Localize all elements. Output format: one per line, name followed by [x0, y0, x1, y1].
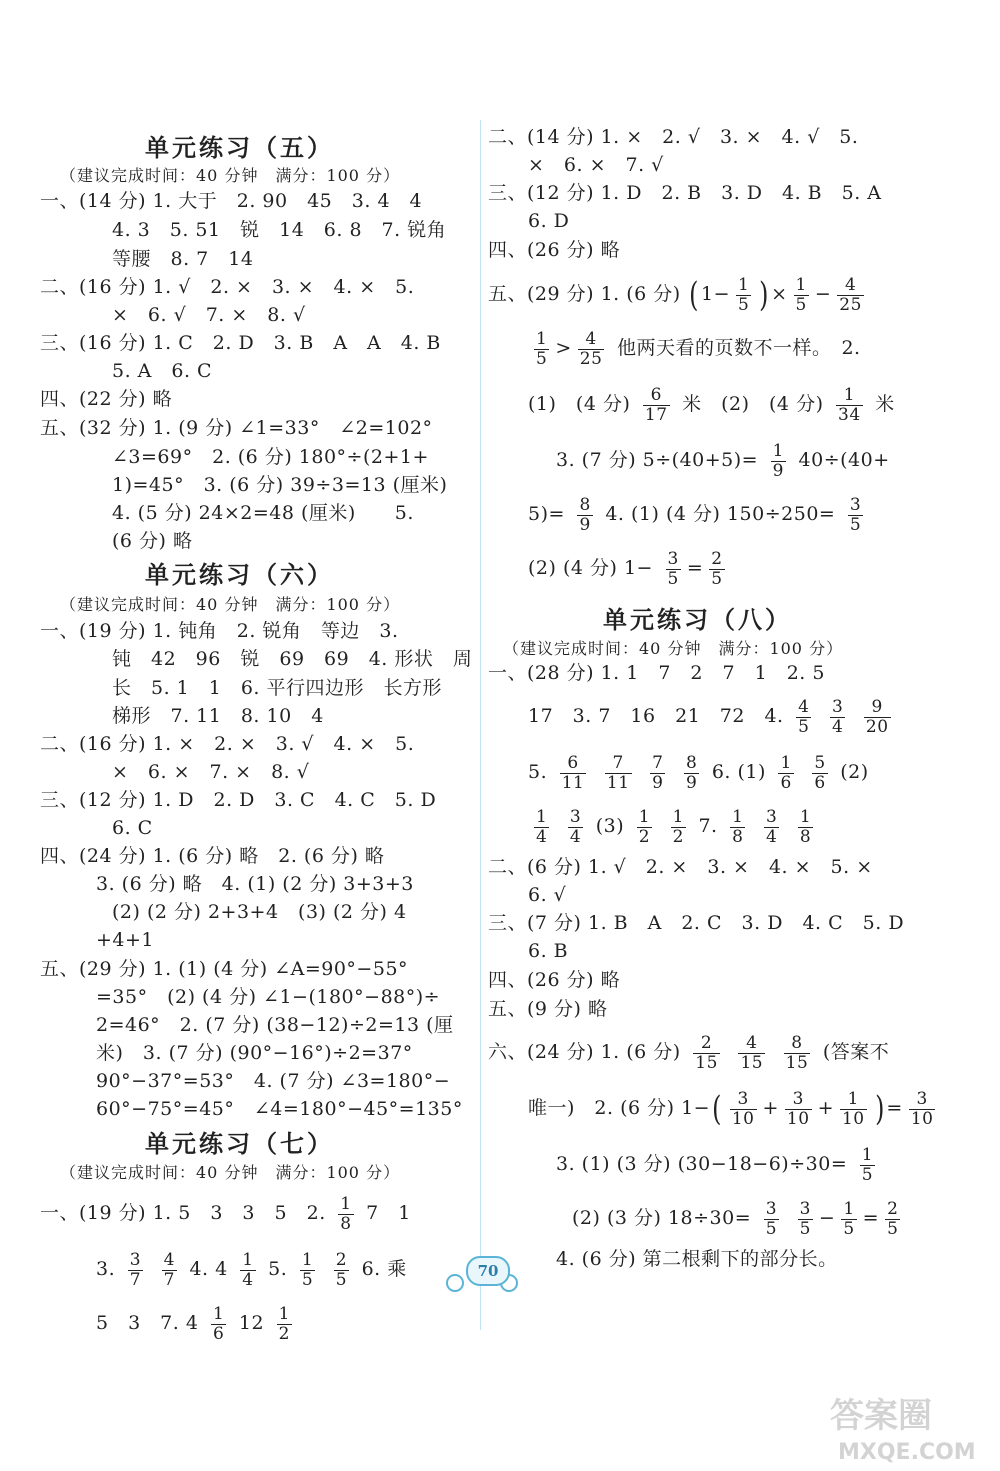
unit7-cont-line: 四、(26 分) 略: [488, 239, 621, 261]
unit6-line: =35° (2) (4 分) ∠1−(180°−88°)÷: [96, 986, 441, 1008]
numerator: 4: [738, 1034, 765, 1054]
unit5-line: × 6. √ 7. × 8. √: [112, 304, 306, 326]
numerator: 4: [837, 276, 864, 296]
fraction: [784, 1034, 811, 1072]
text: 40÷(40+: [798, 449, 890, 471]
denominator: 11: [606, 772, 630, 793]
numerator: 4: [578, 330, 605, 350]
denominator: 5: [536, 348, 548, 369]
numerator: 5: [814, 752, 826, 773]
denominator: 15: [785, 1052, 809, 1073]
denominator: 6: [814, 772, 826, 793]
unit8-subtitle: （建议完成时间：40 分钟 满分：100 分）: [503, 639, 844, 658]
numerator: 3: [765, 1198, 778, 1219]
fraction: [885, 1200, 900, 1238]
denominator: 6: [780, 772, 792, 793]
fraction: [240, 1251, 255, 1289]
denominator: 5: [301, 1269, 314, 1290]
unit6-line: 60°−75°=45° ∠4=180°−45°=135°: [96, 1098, 463, 1120]
fraction: [864, 698, 891, 736]
right-paren: ): [759, 275, 770, 315]
text: 他两天看的页数不一样。 2.: [616, 337, 861, 359]
fraction: [830, 698, 845, 736]
fraction: [798, 1200, 813, 1238]
text: 六、(24 分) 1. (6 分): [488, 1041, 681, 1063]
fraction: [812, 754, 827, 792]
unit8-line: 四、(26 分) 略: [488, 969, 621, 991]
denominator: 15: [740, 1052, 764, 1073]
unit5-line: (6 分) 略: [112, 530, 193, 552]
fraction: [785, 1090, 812, 1128]
numerator: 7: [652, 752, 664, 773]
unit8-line-3: [528, 746, 869, 798]
unit6-line: 二、(16 分) 1. × 2. × 3. √ 4. × 5.: [40, 733, 415, 755]
fraction: [909, 1090, 936, 1128]
denominator: 2: [278, 1323, 290, 1344]
unit5-line: 4. 3 5. 51 锐 14 6. 8 7. 锐角: [112, 219, 447, 241]
numerator: 1: [212, 1303, 225, 1324]
denominator: 5: [887, 1218, 899, 1239]
unit6-line: × 6. × 7. × 8. √: [112, 761, 310, 783]
denominator: 6: [212, 1323, 225, 1344]
equals-sign: =: [886, 1097, 903, 1119]
fraction: [693, 1034, 720, 1072]
unit7-line-2: [96, 1244, 407, 1294]
numerator: 3: [667, 548, 679, 569]
watermark-url: MXQE.COM: [838, 1440, 976, 1465]
numerator: 2: [335, 1249, 348, 1270]
text: 5 3 7. 4: [96, 1312, 199, 1334]
fraction: [568, 808, 583, 846]
numerator: 2: [711, 548, 723, 569]
text: (3): [595, 815, 625, 837]
numerator: 1: [638, 806, 651, 827]
fraction: [671, 808, 686, 846]
unit5-line: 四、(22 分) 略: [40, 388, 173, 410]
text: 6. 乘: [361, 1258, 407, 1280]
denominator: 25: [579, 348, 603, 369]
unit6-line: 6. C: [112, 817, 153, 839]
denominator: 10: [841, 1108, 865, 1129]
fraction: [796, 698, 811, 736]
numerator: 1: [672, 806, 684, 827]
numerator: 1: [536, 806, 548, 827]
denominator: 8: [732, 826, 744, 847]
unit7-cont-line: 6. D: [528, 210, 570, 232]
denominator: 4: [766, 826, 778, 847]
denominator: 10: [910, 1108, 934, 1129]
unit8-line: 6. B: [528, 940, 569, 962]
unit7-cont-line: 三、(12 分) 1. D 2. B 3. D 4. B 5. A: [488, 182, 882, 204]
denominator: 5: [843, 1218, 855, 1239]
fraction: [841, 1200, 856, 1238]
numerator: 3: [849, 494, 862, 515]
unit8-q6-line3: [556, 1138, 881, 1190]
denominator: 5: [667, 568, 679, 589]
unit7-q5-line2: [528, 322, 861, 374]
denominator: 17: [644, 404, 668, 425]
fraction: [534, 808, 549, 846]
text: 3. (1) (3 分) (30−18−6)÷30=: [556, 1153, 848, 1175]
unit6-line: +4+1: [96, 929, 155, 951]
unit6-line: 2=46° 2. (7 分) (38−12)÷2=13 (厘: [96, 1014, 454, 1036]
numerator: 1: [780, 752, 792, 773]
numerator: 1: [772, 440, 784, 461]
fraction: [650, 754, 665, 792]
denominator: 5: [335, 1269, 348, 1290]
unit7-cont-line: 二、(14 分) 1. × 2. √ 3. × 4. √ 5.: [488, 126, 859, 148]
right-column: [488, 0, 934, 1471]
fraction: [840, 1090, 867, 1128]
unit7-q5-line5: [528, 488, 869, 540]
text: 3. (7 分) 5÷(40+5)=: [556, 449, 759, 471]
unit7-q5-line1: [488, 268, 870, 320]
unit7-line-3: [96, 1298, 298, 1348]
text: 一、(19 分) 1. 5 3 3 5 2.: [40, 1202, 326, 1224]
denominator: 9: [652, 772, 664, 793]
text: 3.: [96, 1258, 116, 1280]
numerator: 4: [163, 1249, 175, 1270]
fraction: [277, 1305, 292, 1343]
denominator: 8: [799, 826, 812, 847]
fraction: [771, 442, 786, 480]
numerator: 7: [605, 754, 632, 774]
unit6-line: 四、(24 分) 1. (6 分) 略 2. (6 分) 略: [40, 845, 385, 867]
fraction: [848, 496, 863, 534]
fraction: [338, 1195, 353, 1233]
numerator: 1: [738, 274, 750, 295]
column-divider: [480, 120, 481, 1330]
unit8-line-1: 一、(28 分) 1. 1 7 2 7 1 2. 5: [488, 662, 825, 684]
numerator: 3: [730, 1090, 757, 1110]
unit7-cont-line: × 6. × 7. √: [528, 154, 664, 176]
text: 唯一) 2. (6 分) 1−: [528, 1097, 711, 1119]
numerator: 2: [887, 1198, 899, 1219]
fraction: [300, 1251, 315, 1289]
denominator: 4: [242, 1269, 254, 1290]
text: (1) (4 分): [528, 393, 631, 415]
denominator: 2: [672, 826, 684, 847]
text: (答案不: [822, 1041, 890, 1063]
fraction: [764, 1200, 779, 1238]
unit7-q5-line3: [528, 378, 895, 430]
numerator: 1: [732, 806, 744, 827]
denominator: 11: [561, 772, 585, 793]
right-paren: ): [874, 1089, 885, 1129]
numerator: 8: [685, 752, 698, 773]
text: ×: [771, 283, 788, 305]
fraction: [643, 386, 670, 424]
fraction: [798, 808, 813, 846]
text: 4. (1) (4 分) 150÷250=: [605, 503, 836, 525]
unit8-line: 6. √: [528, 884, 567, 906]
fraction: [666, 550, 681, 588]
unit6-line: 一、(19 分) 1. 钝角 2. 锐角 等边 3.: [40, 620, 399, 642]
unit7-title: 单元练习（七）: [145, 1129, 334, 1158]
unit6-line: 90°−37°=53° 4. (7 分) ∠3=180°−: [96, 1070, 451, 1092]
unit5-line: 等腰 8. 7 14: [112, 248, 254, 270]
unit5-line: 一、(14 分) 1. 大于 2. 90 45 3. 4 4: [40, 190, 423, 212]
unit5-title: 单元练习（五）: [145, 133, 334, 162]
unit6-title: 单元练习（六）: [145, 560, 334, 589]
unit8-q6-line5: 4. (6 分) 第二根剩下的部分长。: [556, 1248, 838, 1270]
numerator: 6: [643, 386, 670, 406]
unit7-subtitle: （建议完成时间：40 分钟 满分：100 分）: [60, 1163, 401, 1182]
unit8-q6-line4: [572, 1192, 906, 1244]
equals-sign: =: [862, 1207, 880, 1229]
denominator: 10: [786, 1108, 810, 1129]
left-column: [40, 0, 473, 1471]
unit8-line: 五、(9 分) 略: [488, 998, 608, 1020]
text: 1−: [701, 283, 731, 305]
unit6-line: 米) 3. (7 分) (90°−16°)÷2=37°: [96, 1042, 413, 1064]
denominator: 7: [129, 1269, 142, 1290]
denominator: 7: [163, 1269, 175, 1290]
denominator: 5: [795, 294, 807, 315]
denominator: 5: [799, 1218, 811, 1239]
numerator: 1: [843, 1198, 855, 1219]
numerator: 3: [785, 1090, 812, 1110]
fraction: [162, 1251, 177, 1289]
unit7-q5-line4: [556, 434, 890, 486]
numerator: 9: [864, 698, 891, 718]
fraction: [764, 808, 779, 846]
denominator: 2: [638, 826, 651, 847]
text: =: [686, 557, 704, 579]
numerator: 3: [799, 1198, 811, 1219]
text: 5.: [268, 1258, 288, 1280]
numerator: 1: [340, 1193, 352, 1214]
fraction: [736, 276, 751, 314]
fraction: [738, 1034, 765, 1072]
text: 5.: [528, 761, 548, 783]
fraction: [334, 1251, 349, 1289]
text: 17 3. 7 16 21 72 4.: [528, 705, 784, 727]
denominator: 9: [685, 772, 698, 793]
unit8-line: 二、(6 分) 1. √ 2. × 3. × 4. × 5. ×: [488, 856, 873, 878]
fraction: [778, 754, 793, 792]
fraction: [730, 808, 745, 846]
numerator: 1: [536, 328, 548, 349]
unit8-line-2: [528, 690, 897, 742]
fraction: [837, 276, 864, 314]
fraction: [534, 330, 549, 368]
denominator: 5: [861, 1164, 874, 1185]
numerator: 1: [836, 386, 863, 406]
unit6-line: 五、(29 分) 1. (1) (4 分) ∠A=90°−55°: [40, 958, 409, 980]
unit8-q6-line2: [528, 1082, 941, 1134]
unit5-line: 二、(16 分) 1. √ 2. × 3. × 4. × 5.: [40, 276, 415, 298]
unit7-q5-line6: [528, 542, 731, 594]
text: (2) (4 分) 1−: [528, 557, 653, 579]
left-paren: (: [712, 1089, 722, 1129]
denominator: 4: [536, 826, 548, 847]
fraction: [860, 1146, 875, 1184]
denominator: 10: [731, 1108, 755, 1129]
numerator: 1: [301, 1249, 314, 1270]
denominator: 8: [340, 1213, 352, 1234]
denominator: 4: [832, 716, 844, 737]
fraction: [605, 754, 632, 792]
unit8-line: 三、(7 分) 1. B A 2. C 3. D 4. C 5. D: [488, 912, 905, 934]
numerator: 3: [909, 1090, 936, 1110]
text: 12: [238, 1312, 265, 1334]
unit8-q6-line1: [488, 1026, 889, 1078]
text: 4. 4: [189, 1258, 228, 1280]
denominator: 34: [838, 404, 861, 425]
text: 五、(29 分) 1. (6 分): [488, 283, 681, 305]
unit5-subtitle: （建议完成时间：40 分钟 满分：100 分）: [60, 166, 401, 185]
denominator: 5: [798, 716, 810, 737]
fraction: [560, 754, 587, 792]
unit5-line: 五、(32 分) 1. (9 分) ∠1=33° ∠2=102°: [40, 417, 433, 439]
page-number-decoration: [446, 1274, 464, 1292]
numerator: 1: [278, 1303, 290, 1324]
unit6-line: 三、(12 分) 1. D 2. D 3. C 4. C 5. D: [40, 789, 437, 811]
unit6-line: 长 5. 1 1 6. 平行四边形 长方形: [112, 677, 443, 699]
denominator: 5: [711, 568, 723, 589]
text: 7 1: [366, 1202, 411, 1224]
minus-sign: −: [818, 1207, 836, 1229]
fraction: [211, 1305, 226, 1343]
numerator: 2: [693, 1034, 720, 1054]
fraction: [730, 1090, 757, 1128]
text: (2) (3 分) 18÷30=: [572, 1207, 752, 1229]
unit5-line: 4. (5 分) 24×2=48 (厘米) 5.: [112, 502, 414, 524]
fraction: [709, 550, 724, 588]
unit7-line-1: [40, 1188, 411, 1238]
text: 6. (1): [711, 761, 766, 783]
unit6-subtitle: （建议完成时间：40 分钟 满分：100 分）: [60, 595, 401, 614]
text: 米 (2) (4 分): [682, 393, 824, 415]
unit6-line: 3. (6 分) 略 4. (1) (2 分) 3+3+3: [96, 873, 414, 895]
fraction: [684, 754, 699, 792]
unit5-line: 1)=45° 3. (6 分) 39÷3=13 (厘米): [112, 474, 448, 496]
numerator: 4: [798, 696, 810, 717]
left-paren: (: [689, 275, 699, 315]
denominator: 5: [765, 1218, 778, 1239]
denominator: 25: [839, 294, 862, 315]
greater-than-sign: >: [555, 337, 572, 359]
page-number: 70: [466, 1256, 510, 1286]
numerator: 3: [129, 1249, 142, 1270]
numerator: 1: [861, 1144, 874, 1165]
denominator: 5: [738, 294, 750, 315]
unit8-title: 单元练习（八）: [603, 605, 792, 634]
numerator: 1: [799, 806, 812, 827]
denominator: 4: [569, 826, 582, 847]
numerator: 8: [784, 1034, 811, 1054]
unit6-line: (2) (2 分) 2+3+4 (3) (2 分) 4: [112, 901, 407, 923]
text: 5)=: [528, 503, 565, 525]
fraction: [577, 496, 592, 534]
numerator: 3: [832, 696, 844, 717]
text: (2): [840, 761, 869, 783]
watermark-logo: [820, 1385, 990, 1465]
text: −: [814, 283, 832, 305]
fraction: [836, 386, 863, 424]
numerator: 1: [795, 274, 807, 295]
numerator: 1: [242, 1249, 254, 1270]
fraction: [578, 330, 605, 368]
unit5-line: ∠3=69° 2. (6 分) 180°÷(2+1+: [112, 446, 429, 468]
denominator: 9: [772, 460, 784, 481]
plus-sign: +: [817, 1097, 834, 1119]
numerator: 3: [766, 806, 778, 827]
unit5-line: 三、(16 分) 1. C 2. D 3. B A A 4. B: [40, 332, 441, 354]
plus-sign: +: [762, 1097, 779, 1119]
fraction: [794, 276, 809, 314]
denominator: 20: [865, 716, 889, 737]
numerator: 1: [840, 1090, 867, 1110]
unit6-line: 梯形 7. 11 8. 10 4: [112, 705, 324, 727]
unit6-line: 钝 42 96 锐 69 69 4. 形状 周: [112, 648, 473, 670]
numerator: 6: [560, 754, 587, 774]
watermark-text: 答案圈: [830, 1396, 932, 1436]
fraction: [637, 808, 652, 846]
denominator: 15: [695, 1052, 718, 1073]
fraction: [128, 1251, 143, 1289]
text: 7.: [698, 815, 718, 837]
unit5-line: 5. A 6. C: [112, 360, 213, 382]
denominator: 5: [849, 514, 862, 535]
numerator: 8: [579, 494, 591, 515]
numerator: 3: [569, 806, 582, 827]
text: 米: [875, 393, 895, 415]
unit8-line-4: [528, 800, 819, 852]
denominator: 9: [579, 514, 591, 535]
